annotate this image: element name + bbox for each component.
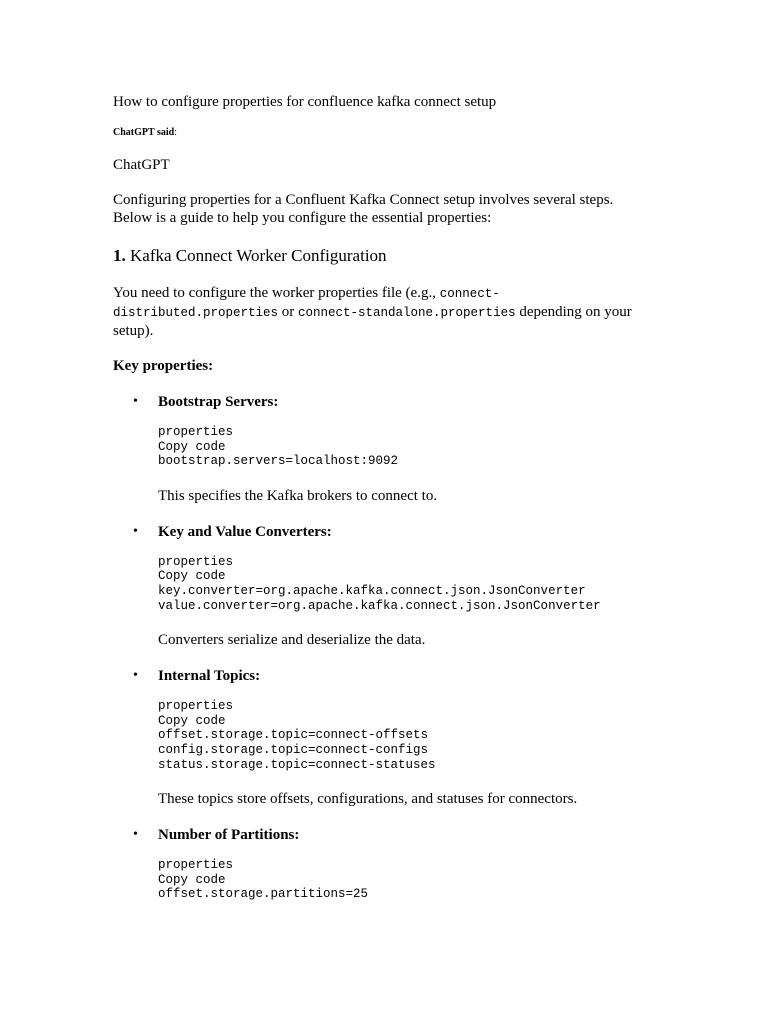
code-lang-label: properties [158,554,234,569]
code-line: status.storage.topic=connect-statuses [158,757,436,772]
code-lang-label: properties [158,699,234,714]
list-item-partitions [113,826,653,902]
worker-text-after: depending on your setup). [113,304,632,339]
list-item-internal-topics [113,667,653,808]
section-number: 1. [113,246,126,265]
key-properties-label: Key properties: [113,358,214,374]
code-line: key.converter=org.apache.kafka.connect.json.JsonConverter [158,583,586,598]
chatgpt-said-label [113,127,653,139]
document-page [113,93,653,902]
code-block [158,699,653,772]
item-title: Number of Partitions: [158,827,300,844]
item-title: Internal Topics: [158,668,261,685]
author-heading: ChatGPT [113,157,170,173]
item-description: Converters serialize and deserialize the data. [158,632,426,649]
code-line: offset.storage.partitions=25 [158,887,369,902]
code-line: value.converter=org.apache.kafka.connect.json.JsonConverter [158,598,601,613]
inline-code-standalone: connect-standalone.properties [298,306,516,320]
code-lang-label: properties [158,425,234,439]
copy-code-button[interactable]: Copy code [158,713,226,728]
bullet-icon: • [133,394,138,409]
section-title: Kafka Connect Worker Configuration [130,246,387,265]
copy-code-button[interactable]: Copy code [158,872,226,887]
worker-config-paragraph [113,284,653,340]
code-lang-label: properties [158,858,234,873]
list-item-bootstrap-servers [113,393,653,505]
item-title: Bootstrap Servers: [158,394,279,410]
section-heading [113,245,653,267]
worker-text-before: You need to configure the worker properties file (e.g., [113,285,440,301]
said-colon: : [174,127,178,138]
bullet-icon: • [133,668,138,684]
copy-code-button[interactable]: Copy code [158,439,226,454]
code-block [158,858,653,902]
intro-paragraph: Configuring properties for a Confluent Kafka Connect setup involves several steps. Below is a guide to help you configure the essential properties: [113,192,614,226]
list-item-converters [113,523,653,649]
properties-list [113,393,653,902]
code-line: bootstrap.servers=localhost:9092 [158,454,399,469]
inline-code-distributed: connect-distributed.properties [113,287,500,320]
bullet-icon: • [133,523,138,539]
item-title: Key and Value Converters: [158,523,332,540]
question-text: How to configure properties for confluence kafka connect setup [113,94,497,110]
code-line: config.storage.topic=connect-configs [158,742,429,757]
item-description: These topics store offsets, configurations, and statuses for connectors. [158,791,578,808]
item-description: This specifies the Kafka brokers to connect to. [158,487,438,504]
said-label: ChatGPT said [113,127,175,138]
copy-code-button[interactable]: Copy code [158,569,226,584]
worker-text-or: or [278,304,299,320]
bullet-icon: • [133,827,138,843]
code-block [158,555,653,613]
code-block [158,425,653,469]
code-line: offset.storage.topic=connect-offsets [158,728,429,743]
